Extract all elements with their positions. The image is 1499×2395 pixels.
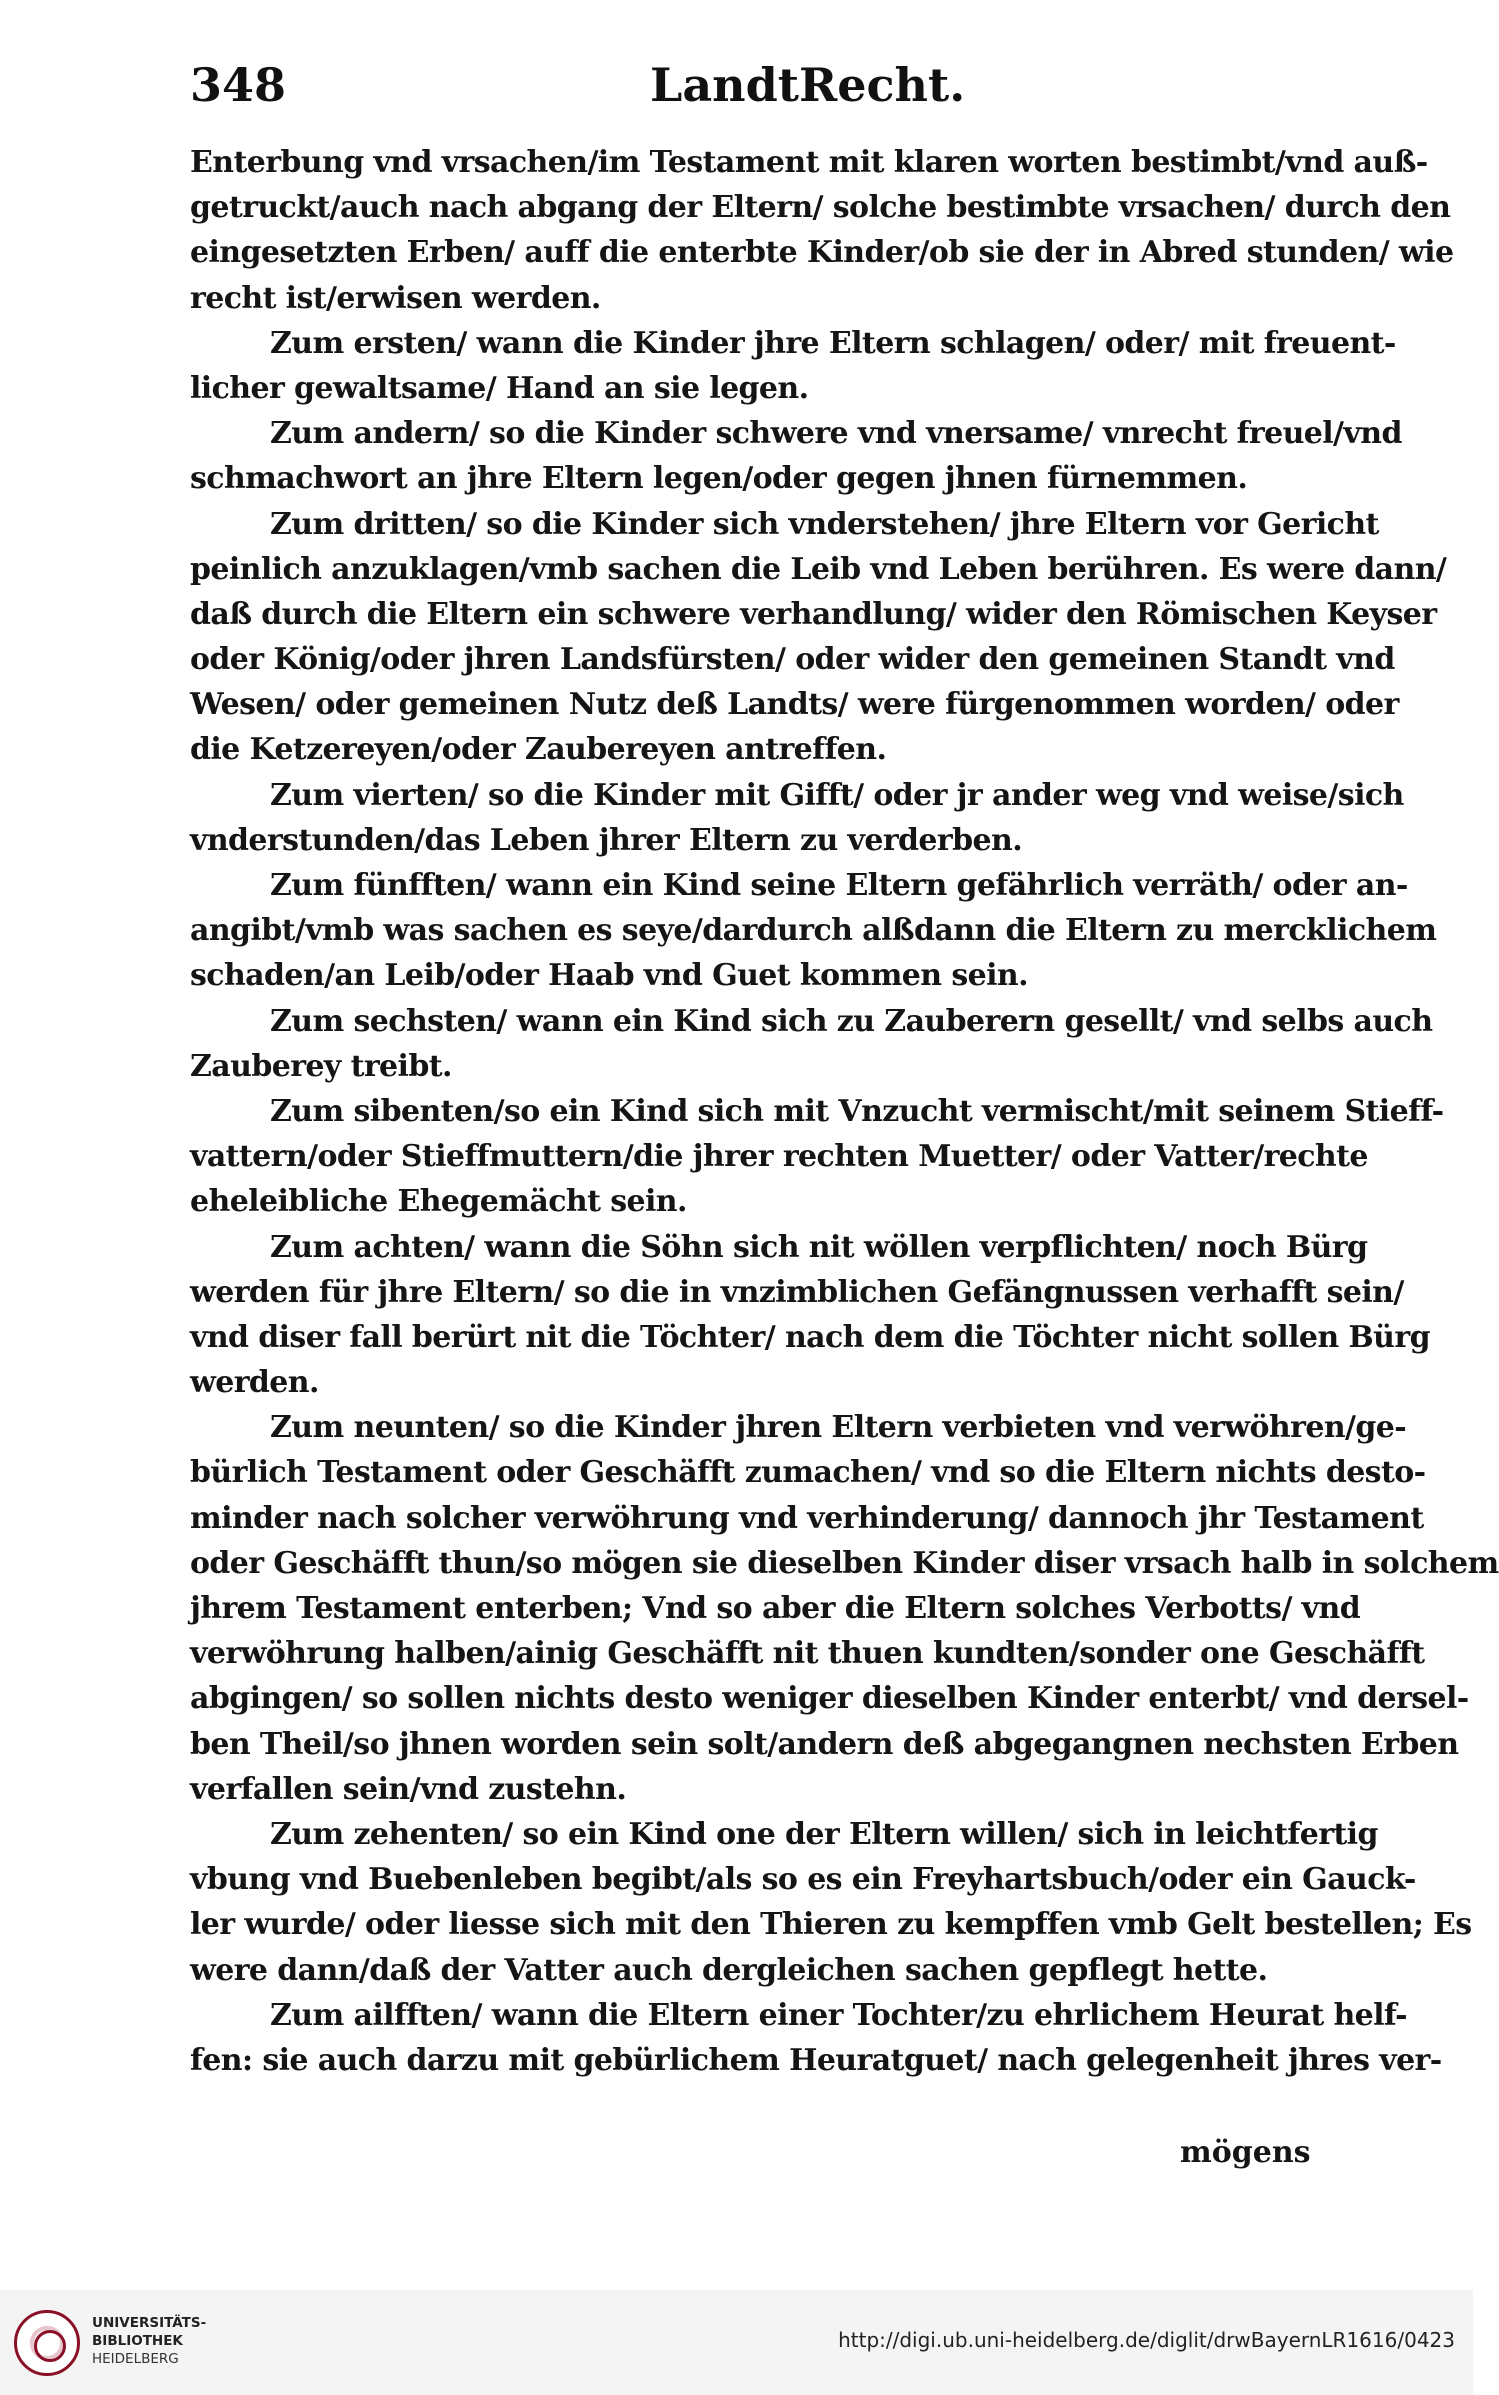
- paragraph-first-line: Zum achten/ wann die Söhn sich nit wöllen verpflichten/ noch Bürg: [270, 1229, 1368, 1265]
- text-line: werden.: [190, 1365, 319, 1401]
- text-line: licher gewaltsame/ Hand an sie legen.: [190, 370, 809, 406]
- text-line: ler wurde/ oder liesse sich mit den Thieren zu kempffen vmb Gelt bestellen; Es: [190, 1907, 1472, 1943]
- text-line: eingesetzten Erben/ auff die enterbte Kinder/ob sie der in Abred stunden/ wie: [190, 235, 1454, 271]
- text-line: oder Geschäfft thun/so mögen sie dieselben Kinder diser vrsach halb in solchem: [190, 1545, 1499, 1581]
- text-line: recht ist/erwisen werden.: [190, 280, 601, 316]
- paragraph-first-line: Zum andern/ so die Kinder schwere vnd vnersame/ vnrecht freuel/vnd: [270, 416, 1402, 452]
- body-text: [190, 140, 1499, 2083]
- paragraph-first-line: Zum ersten/ wann die Kinder jhre Eltern schlagen/ oder/ mit freuent-: [270, 325, 1396, 361]
- paragraph-first-line: Zum neunten/ so die Kinder jhren Eltern verbieten vnd verwöhren/ge-: [270, 1410, 1407, 1446]
- paragraph-first-line: Zum zehenten/ so ein Kind one der Eltern willen/ sich in leichtfertig: [270, 1816, 1378, 1852]
- text-line: verfallen sein/vnd zustehn.: [190, 1771, 627, 1807]
- text-line: minder nach solcher verwöhrung vnd verhinderung/ dannoch jhr Testament: [190, 1500, 1424, 1536]
- text-line: fen: sie auch darzu mit gebürlichem Heuratguet/ nach gelegenheit jhres ver-: [190, 2042, 1442, 2078]
- page-number: 348: [190, 58, 287, 112]
- catchword: mögens: [1180, 2135, 1311, 2170]
- text-line: jhrem Testament enterben; Vnd so aber die Eltern solches Verbotts/ vnd: [190, 1591, 1361, 1626]
- paragraph-first-line: Zum vierten/ so die Kinder mit Gifft/ oder jr ander weg vnd weise/sich: [270, 777, 1404, 813]
- text-line: abgingen/ so sollen nichts desto weniger dieselben Kinder enterbt/ vnd dersel-: [190, 1681, 1469, 1717]
- text-line: eheleibliche Ehegemächt sein.: [190, 1184, 687, 1220]
- text-line: daß durch die Eltern ein schwere verhandlung/ wider den Römischen Keyser: [190, 596, 1437, 632]
- page-header: [190, 58, 1350, 118]
- text-line: verwöhrung halben/ainig Geschäfft nit thuen kundten/sonder one Geschäfft: [190, 1636, 1425, 1672]
- text-line: bürlich Testament oder Geschäfft zumachen/ vnd so die Eltern nichts desto-: [190, 1455, 1426, 1491]
- paragraph-first-line: Zum ailfften/ wann die Eltern einer Tochter/zu ehrlichem Heurat helf-: [270, 1997, 1408, 2033]
- text-line: schmachwort an jhre Eltern legen/oder gegen jhnen fürnemmen.: [190, 461, 1248, 497]
- paragraph-first-line: Zum sechsten/ wann ein Kind sich zu Zauberern gesellt/ vnd selbs auch: [270, 1003, 1433, 1039]
- text-line: Wesen/ oder gemeinen Nutz deß Landts/ were fürgenommen worden/ oder: [190, 687, 1399, 723]
- text-line: peinlich anzuklagen/vmb sachen die Leib vnd Leben berühren. Es were dann/: [190, 551, 1447, 587]
- text-line: Zauberey treibt.: [190, 1048, 452, 1084]
- text-line: vattern/oder Stieffmuttern/die jhrer rechten Muetter/ oder Vatter/rechte: [190, 1139, 1368, 1175]
- text-line: werden für jhre Eltern/ so die in vnzimblichen Gefängnussen verhafft sein/: [190, 1274, 1404, 1310]
- text-line: vnd diser fall berürt nit die Töchter/ nach dem die Töchter nicht sollen Bürg: [190, 1319, 1430, 1355]
- permalink-url[interactable]: http://digi.ub.uni-heidelberg.de/diglit/drwBayernLR1616/0423: [838, 2328, 1455, 2352]
- paragraph-first-line: Zum sibenten/so ein Kind sich mit Vnzucht vermischt/mit seinem Stieff-: [270, 1093, 1444, 1129]
- text-line: angibt/vmb was sachen es seye/dardurch alßdann die Eltern zu mercklichem: [190, 913, 1437, 949]
- university-seal-icon: [14, 2310, 80, 2376]
- text-line: Enterbung vnd vrsachen/im Testament mit klaren worten bestimbt/vnd auß-: [190, 145, 1428, 180]
- text-line: getruckt/auch nach abgang der Eltern/ solche bestimbte vrsachen/ durch den: [190, 190, 1451, 226]
- text-line: were dann/daß der Vatter auch dergleichen sachen gepflegt hette.: [190, 1952, 1268, 1988]
- text-line: ben Theil/so jhnen worden sein solt/andern deß abgegangnen nechsten Erben: [190, 1726, 1459, 1762]
- text-line: die Ketzereyen/oder Zaubereyen antreffen.: [190, 732, 887, 768]
- text-line: vbung vnd Buebenleben begibt/als so es ein Freyhartsbuch/oder ein Gauck-: [190, 1862, 1416, 1898]
- running-title: LandtRecht.: [650, 58, 966, 112]
- viewer-footer: [0, 2290, 1473, 2395]
- paragraph-first-line: Zum fünfften/ wann ein Kind seine Eltern gefährlich verräth/ oder an-: [270, 868, 1408, 903]
- library-name: UNIVERSITÄTS- BIBLIOTHEK HEIDELBERG: [92, 2315, 207, 2367]
- text-line: schaden/an Leib/oder Haab vnd Guet kommen sein.: [190, 958, 1028, 994]
- text-line: vnderstunden/das Leben jhrer Eltern zu verderben.: [190, 822, 1023, 858]
- paragraph-first-line: Zum dritten/ so die Kinder sich vnderstehen/ jhre Eltern vor Gericht: [270, 506, 1379, 542]
- library-logo[interactable]: [14, 2310, 234, 2380]
- text-line: oder König/oder jhren Landsfürsten/ oder wider den gemeinen Standt vnd: [190, 642, 1395, 678]
